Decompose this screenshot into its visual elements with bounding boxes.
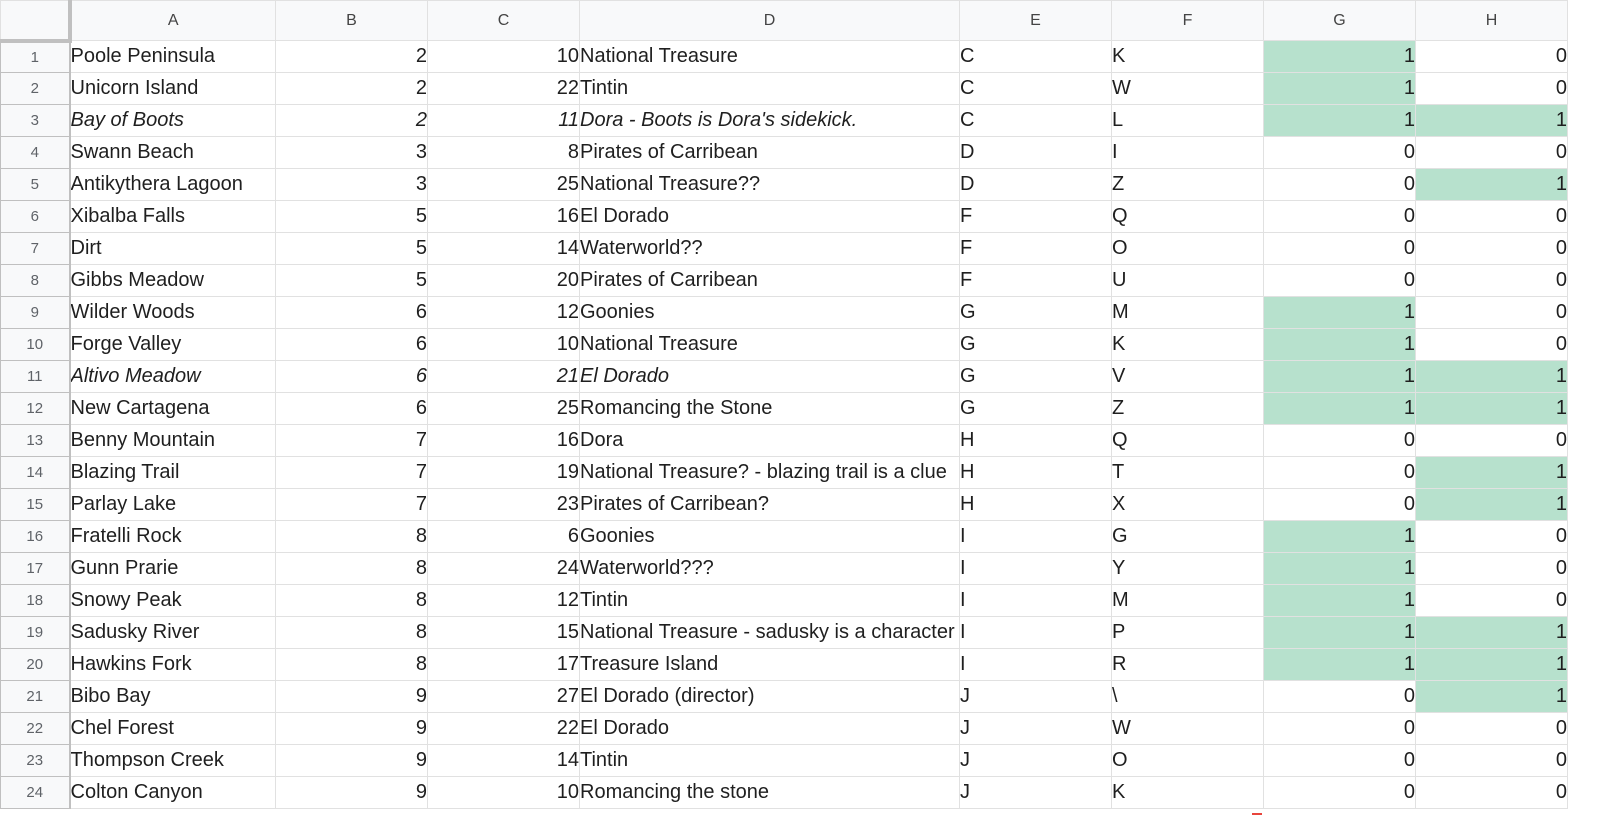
cell-f[interactable]: W: [1112, 73, 1264, 105]
cell-a[interactable]: Forge Valley: [70, 329, 276, 361]
table-row: [1, 425, 1568, 457]
cell-c[interactable]: 17: [428, 649, 580, 681]
table-row: [1, 41, 1568, 73]
cell-h[interactable]: 0: [1416, 553, 1568, 585]
cell-f[interactable]: W: [1112, 713, 1264, 745]
table-row: [1, 169, 1568, 201]
column-header-e[interactable]: E: [960, 1, 1112, 41]
cell-g[interactable]: 0: [1264, 137, 1416, 169]
cell-b[interactable]: 5: [276, 201, 428, 233]
cell-e[interactable]: C: [960, 105, 1112, 137]
cell-b[interactable]: 2: [276, 73, 428, 105]
cell-h[interactable]: 1: [1416, 393, 1568, 425]
cell-c[interactable]: 25: [428, 169, 580, 201]
table-row: [1, 521, 1568, 553]
row-header[interactable]: 7: [1, 233, 70, 265]
table-row: [1, 297, 1568, 329]
cell-b[interactable]: 8: [276, 521, 428, 553]
cell-b[interactable]: 7: [276, 457, 428, 489]
cell-e[interactable]: F: [960, 201, 1112, 233]
cell-c[interactable]: 16: [428, 425, 580, 457]
row-header[interactable]: 8: [1, 265, 70, 297]
row-header[interactable]: 14: [1, 457, 70, 489]
cell-f[interactable]: K: [1112, 777, 1264, 809]
cell-c[interactable]: 10: [428, 329, 580, 361]
cell-f[interactable]: L: [1112, 105, 1264, 137]
cell-c[interactable]: 22: [428, 73, 580, 105]
column-header-b[interactable]: B: [276, 1, 428, 41]
cell-h[interactable]: 0: [1416, 521, 1568, 553]
cell-h[interactable]: 1: [1416, 105, 1568, 137]
cell-c[interactable]: 6: [428, 521, 580, 553]
cell-g[interactable]: 1: [1264, 617, 1416, 649]
cell-e[interactable]: F: [960, 265, 1112, 297]
cell-f[interactable]: Z: [1112, 169, 1264, 201]
cell-f[interactable]: O: [1112, 233, 1264, 265]
cell-b[interactable]: 6: [276, 329, 428, 361]
cell-d[interactable]: Dora: [580, 425, 960, 457]
table-row: [1, 617, 1568, 649]
select-all-corner[interactable]: [1, 1, 70, 41]
cell-f[interactable]: O: [1112, 745, 1264, 777]
cell-d[interactable]: Goonies: [580, 521, 960, 553]
row-header[interactable]: 17: [1, 553, 70, 585]
cell-h[interactable]: 0: [1416, 713, 1568, 745]
cell-b[interactable]: 2: [276, 105, 428, 137]
cell-b[interactable]: 8: [276, 585, 428, 617]
cell-d[interactable]: Tintin: [580, 73, 960, 105]
cell-g[interactable]: 1: [1264, 553, 1416, 585]
cell-a[interactable]: Chel Forest: [70, 713, 276, 745]
cell-g[interactable]: 1: [1264, 105, 1416, 137]
row-header[interactable]: 19: [1, 617, 70, 649]
cell-f[interactable]: Q: [1112, 201, 1264, 233]
row-header[interactable]: 24: [1, 777, 70, 809]
row-header[interactable]: 20: [1, 649, 70, 681]
cell-c[interactable]: 20: [428, 265, 580, 297]
cell-a[interactable]: Xibalba Falls: [70, 201, 276, 233]
cell-e[interactable]: G: [960, 361, 1112, 393]
cell-d[interactable]: Treasure Island: [580, 649, 960, 681]
cell-a[interactable]: Wilder Woods: [70, 297, 276, 329]
cell-b[interactable]: 5: [276, 233, 428, 265]
cell-c[interactable]: 11: [428, 105, 580, 137]
row-header[interactable]: 9: [1, 297, 70, 329]
cell-b[interactable]: 9: [276, 745, 428, 777]
cell-g[interactable]: 0: [1264, 745, 1416, 777]
cell-g[interactable]: 0: [1264, 169, 1416, 201]
table-row: [1, 105, 1568, 137]
cell-e[interactable]: H: [960, 489, 1112, 521]
cell-h[interactable]: 1: [1416, 681, 1568, 713]
cell-e[interactable]: I: [960, 553, 1112, 585]
row-header[interactable]: 18: [1, 585, 70, 617]
cell-c[interactable]: 15: [428, 617, 580, 649]
row-header[interactable]: 6: [1, 201, 70, 233]
table-row: [1, 585, 1568, 617]
cell-d[interactable]: Tintin: [580, 585, 960, 617]
cell-f[interactable]: Z: [1112, 393, 1264, 425]
cell-c[interactable]: 14: [428, 233, 580, 265]
cell-c[interactable]: 12: [428, 297, 580, 329]
cell-b[interactable]: 3: [276, 169, 428, 201]
cell-e[interactable]: J: [960, 745, 1112, 777]
cell-d[interactable]: El Dorado: [580, 201, 960, 233]
cell-d[interactable]: Goonies: [580, 297, 960, 329]
cell-a[interactable]: Hawkins Fork: [70, 649, 276, 681]
cell-b[interactable]: 5: [276, 265, 428, 297]
column-header-d[interactable]: D: [580, 1, 960, 41]
cell-a[interactable]: Thompson Creek: [70, 745, 276, 777]
cell-g[interactable]: 0: [1264, 233, 1416, 265]
cell-b[interactable]: 7: [276, 425, 428, 457]
cell-a[interactable]: Antikythera Lagoon: [70, 169, 276, 201]
cell-f[interactable]: K: [1112, 329, 1264, 361]
cell-e[interactable]: J: [960, 777, 1112, 809]
row-header[interactable]: 10: [1, 329, 70, 361]
cell-h[interactable]: 0: [1416, 297, 1568, 329]
cell-e[interactable]: H: [960, 457, 1112, 489]
column-header-h[interactable]: H: [1416, 1, 1568, 41]
cell-h[interactable]: 1: [1416, 617, 1568, 649]
cell-c[interactable]: 25: [428, 393, 580, 425]
cell-a[interactable]: Parlay Lake: [70, 489, 276, 521]
cell-d[interactable]: National Treasure??: [580, 169, 960, 201]
cell-e[interactable]: I: [960, 649, 1112, 681]
table-row: [1, 457, 1568, 489]
cell-g[interactable]: 1: [1264, 585, 1416, 617]
cell-h[interactable]: 1: [1416, 361, 1568, 393]
column-header-row: [1, 1, 1568, 41]
cell-b[interactable]: 8: [276, 649, 428, 681]
cell-c[interactable]: 10: [428, 777, 580, 809]
cell-e[interactable]: D: [960, 169, 1112, 201]
table-row: [1, 393, 1568, 425]
row-header[interactable]: 12: [1, 393, 70, 425]
cell-h[interactable]: 0: [1416, 265, 1568, 297]
cell-e[interactable]: G: [960, 329, 1112, 361]
cell-a[interactable]: Fratelli Rock: [70, 521, 276, 553]
cell-b[interactable]: 9: [276, 777, 428, 809]
table-row: [1, 265, 1568, 297]
cell-c[interactable]: 16: [428, 201, 580, 233]
table-row: [1, 553, 1568, 585]
cell-d[interactable]: Dora - Boots is Dora's sidekick.: [580, 105, 960, 137]
cell-h[interactable]: 0: [1416, 201, 1568, 233]
cell-b[interactable]: 7: [276, 489, 428, 521]
cell-f[interactable]: P: [1112, 617, 1264, 649]
cell-d[interactable]: National Treasure - sadusky is a character: [580, 617, 960, 649]
cell-h[interactable]: 1: [1416, 649, 1568, 681]
cell-g[interactable]: 0: [1264, 265, 1416, 297]
cell-d[interactable]: Romancing the stone: [580, 777, 960, 809]
cell-h[interactable]: 0: [1416, 777, 1568, 809]
cell-e[interactable]: J: [960, 681, 1112, 713]
cell-d[interactable]: Waterworld???: [580, 553, 960, 585]
cell-b[interactable]: 9: [276, 681, 428, 713]
cell-b[interactable]: 6: [276, 361, 428, 393]
cell-f[interactable]: R: [1112, 649, 1264, 681]
table-row: [1, 329, 1568, 361]
row-header[interactable]: 21: [1, 681, 70, 713]
table-row: [1, 777, 1568, 809]
cell-d[interactable]: El Dorado (director): [580, 681, 960, 713]
table-row: [1, 745, 1568, 777]
cell-c[interactable]: 27: [428, 681, 580, 713]
table-row: [1, 201, 1568, 233]
table-row: [1, 73, 1568, 105]
cell-b[interactable]: 8: [276, 553, 428, 585]
cell-c[interactable]: 14: [428, 745, 580, 777]
cell-d[interactable]: Romancing the Stone: [580, 393, 960, 425]
cell-c[interactable]: 12: [428, 585, 580, 617]
cell-d[interactable]: El Dorado: [580, 361, 960, 393]
cell-d[interactable]: Pirates of Carribean: [580, 137, 960, 169]
cell-a[interactable]: Dirt: [70, 233, 276, 265]
row-header[interactable]: 16: [1, 521, 70, 553]
cell-a[interactable]: Gunn Prarie: [70, 553, 276, 585]
cell-f[interactable]: M: [1112, 585, 1264, 617]
cell-f[interactable]: Q: [1112, 425, 1264, 457]
cell-e[interactable]: G: [960, 297, 1112, 329]
cell-a[interactable]: Snowy Peak: [70, 585, 276, 617]
cell-b[interactable]: 6: [276, 393, 428, 425]
cell-h[interactable]: 0: [1416, 137, 1568, 169]
cell-g[interactable]: 0: [1264, 489, 1416, 521]
cell-c[interactable]: 22: [428, 713, 580, 745]
cell-g[interactable]: 0: [1264, 425, 1416, 457]
cell-b[interactable]: 2: [276, 41, 428, 73]
cell-c[interactable]: 19: [428, 457, 580, 489]
cell-a[interactable]: Unicorn Island: [70, 73, 276, 105]
cell-e[interactable]: I: [960, 585, 1112, 617]
row-header[interactable]: 1: [1, 41, 70, 73]
cell-g[interactable]: 1: [1264, 41, 1416, 73]
cell-d[interactable]: Tintin: [580, 745, 960, 777]
cell-h[interactable]: 1: [1416, 489, 1568, 521]
cell-g[interactable]: 0: [1264, 681, 1416, 713]
table-row: [1, 361, 1568, 393]
row-header[interactable]: 22: [1, 713, 70, 745]
row-header[interactable]: 11: [1, 361, 70, 393]
cell-g[interactable]: 0: [1264, 777, 1416, 809]
cell-e[interactable]: H: [960, 425, 1112, 457]
cell-b[interactable]: 6: [276, 297, 428, 329]
table-row: [1, 649, 1568, 681]
cell-g[interactable]: 1: [1264, 297, 1416, 329]
row-header[interactable]: 23: [1, 745, 70, 777]
cell-a[interactable]: Colton Canyon: [70, 777, 276, 809]
row-header[interactable]: 4: [1, 137, 70, 169]
cell-b[interactable]: 9: [276, 713, 428, 745]
row-header[interactable]: 15: [1, 489, 70, 521]
column-header-a[interactable]: A: [70, 1, 276, 41]
cell-f[interactable]: G: [1112, 521, 1264, 553]
table-row: [1, 681, 1568, 713]
column-header-g[interactable]: G: [1264, 1, 1416, 41]
cell-a[interactable]: Altivo Meadow: [70, 361, 276, 393]
cell-e[interactable]: D: [960, 137, 1112, 169]
cell-a[interactable]: Poole Peninsula: [70, 41, 276, 73]
cell-d[interactable]: Waterworld??: [580, 233, 960, 265]
cell-g[interactable]: 1: [1264, 73, 1416, 105]
table-row: [1, 233, 1568, 265]
cell-f[interactable]: M: [1112, 297, 1264, 329]
cell-f[interactable]: Y: [1112, 553, 1264, 585]
cell-h[interactable]: 1: [1416, 169, 1568, 201]
cell-f[interactable]: \: [1112, 681, 1264, 713]
cell-e[interactable]: J: [960, 713, 1112, 745]
table-row: [1, 713, 1568, 745]
cell-a[interactable]: Blazing Trail: [70, 457, 276, 489]
cell-g[interactable]: 0: [1264, 713, 1416, 745]
cell-d[interactable]: El Dorado: [580, 713, 960, 745]
cell-h[interactable]: 0: [1416, 233, 1568, 265]
cell-h[interactable]: 0: [1416, 585, 1568, 617]
cell-f[interactable]: K: [1112, 41, 1264, 73]
cell-c[interactable]: 21: [428, 361, 580, 393]
cell-c[interactable]: 8: [428, 137, 580, 169]
table-row: [1, 137, 1568, 169]
row-header[interactable]: 5: [1, 169, 70, 201]
cell-d[interactable]: National Treasure: [580, 329, 960, 361]
cell-e[interactable]: I: [960, 521, 1112, 553]
cell-g[interactable]: 0: [1264, 201, 1416, 233]
cell-g[interactable]: 1: [1264, 649, 1416, 681]
table-row: [1, 489, 1568, 521]
cell-f[interactable]: X: [1112, 489, 1264, 521]
cell-d[interactable]: Pirates of Carribean?: [580, 489, 960, 521]
cell-a[interactable]: Swann Beach: [70, 137, 276, 169]
cell-h[interactable]: 0: [1416, 745, 1568, 777]
cell-h[interactable]: 0: [1416, 425, 1568, 457]
cell-g[interactable]: 1: [1264, 329, 1416, 361]
cell-h[interactable]: 1: [1416, 457, 1568, 489]
cell-c[interactable]: 24: [428, 553, 580, 585]
row-header[interactable]: 2: [1, 73, 70, 105]
cell-f[interactable]: V: [1112, 361, 1264, 393]
cell-f[interactable]: T: [1112, 457, 1264, 489]
cell-a[interactable]: New Cartagena: [70, 393, 276, 425]
cell-h[interactable]: 0: [1416, 73, 1568, 105]
cell-d[interactable]: Pirates of Carribean: [580, 265, 960, 297]
cell-a[interactable]: Bibo Bay: [70, 681, 276, 713]
column-header-c[interactable]: C: [428, 1, 580, 41]
cell-b[interactable]: 8: [276, 617, 428, 649]
cell-d[interactable]: National Treasure: [580, 41, 960, 73]
cell-a[interactable]: Gibbs Meadow: [70, 265, 276, 297]
row-header[interactable]: 3: [1, 105, 70, 137]
cell-f[interactable]: U: [1112, 265, 1264, 297]
cell-e[interactable]: C: [960, 73, 1112, 105]
cell-f[interactable]: I: [1112, 137, 1264, 169]
cell-g[interactable]: 0: [1264, 457, 1416, 489]
cell-g[interactable]: 1: [1264, 521, 1416, 553]
cell-b[interactable]: 3: [276, 137, 428, 169]
cell-d[interactable]: National Treasure? - blazing trail is a clue: [580, 457, 960, 489]
cell-a[interactable]: Sadusky River: [70, 617, 276, 649]
cell-h[interactable]: 0: [1416, 329, 1568, 361]
cell-g[interactable]: 1: [1264, 361, 1416, 393]
cell-e[interactable]: I: [960, 617, 1112, 649]
cell-a[interactable]: Benny Mountain: [70, 425, 276, 457]
cell-a[interactable]: Bay of Boots: [70, 105, 276, 137]
cell-h[interactable]: 0: [1416, 41, 1568, 73]
cell-e[interactable]: F: [960, 233, 1112, 265]
column-header-f[interactable]: F: [1112, 1, 1264, 41]
cell-c[interactable]: 23: [428, 489, 580, 521]
cell-g[interactable]: 1: [1264, 393, 1416, 425]
cell-c[interactable]: 10: [428, 41, 580, 73]
cell-e[interactable]: G: [960, 393, 1112, 425]
row-header[interactable]: 13: [1, 425, 70, 457]
cell-e[interactable]: C: [960, 41, 1112, 73]
